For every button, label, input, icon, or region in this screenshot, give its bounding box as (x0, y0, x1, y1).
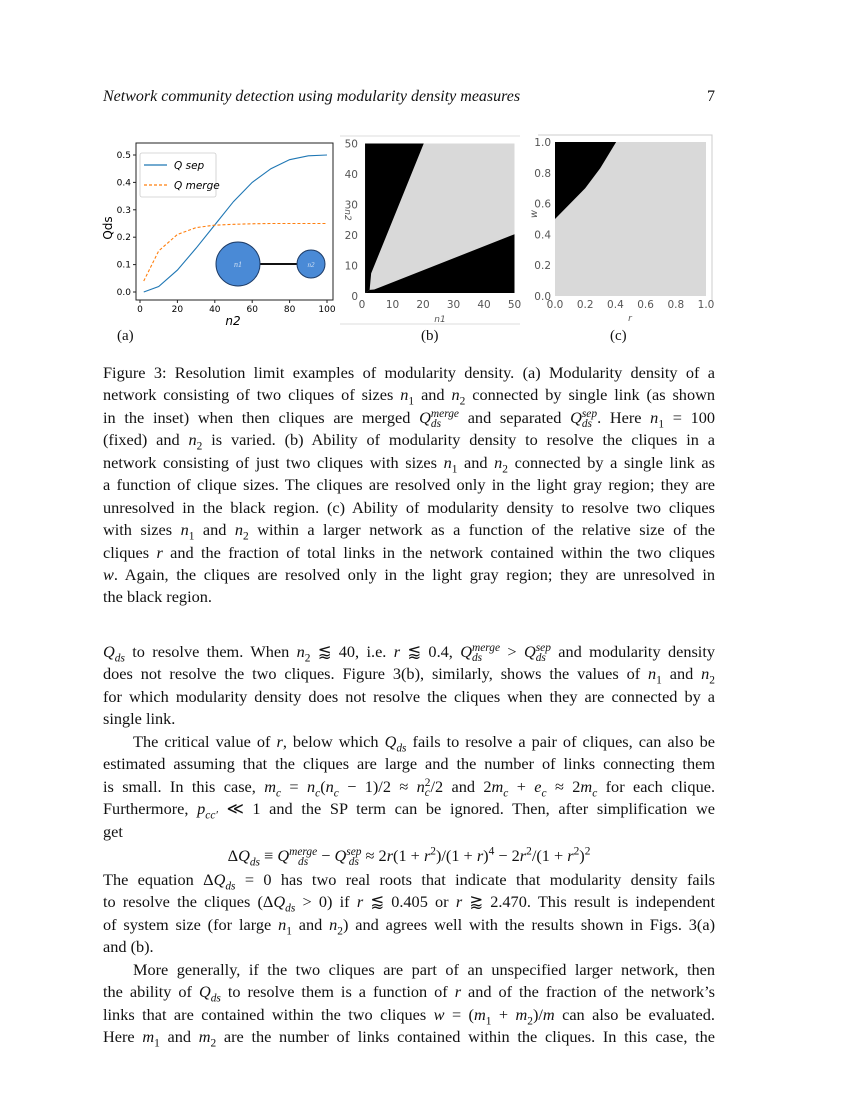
text-line: in the inset) when then cliques are merged Q ds merge and separated Q ds sep . Here $n_1 = 100$ (103, 407, 716, 431)
inset-label-n1: n1 (234, 260, 242, 269)
y-tick-label: 0 (351, 291, 358, 303)
x-tick-label: 40 (477, 299, 491, 311)
y-axis-label: n2 (342, 209, 352, 221)
x-axis-label: r (628, 314, 632, 324)
text-line: Here $m_1$ and $m_2$ are the number of links contained within the cliques. In this case, the (103, 1027, 716, 1050)
x-tick-label: 0 (137, 305, 143, 315)
text-line: network consisting of two cliques of sizes $n_1$ and $n_2$ connected by single link (as shown (103, 385, 715, 408)
text-line: The equation $\Delta Q_{ds} = 0$ has two real roots that indicate that modularity density fails (103, 869, 715, 893)
legend-label: Q sep (174, 160, 205, 172)
x-tick-label: 30 (446, 299, 461, 311)
x-tick-label: 40 (209, 305, 221, 315)
text-line: (fixed) and $n_2$ is varied. (b) Ability of modularity density to resolve the cliques in a (103, 430, 715, 453)
x-axis-label: n1 (434, 315, 446, 325)
text-line: does not resolve the two cliques. Figure 3(b), similarly, shows the values of $n_1$ and $n_2$ (103, 664, 715, 687)
y-tick-label: 0.0 (534, 291, 551, 303)
y-tick-label: 50 (344, 138, 358, 151)
text-line: to resolve the cliques $(\Delta Q_{ds} > 0)$ if r ⪅ 0.405 or r ⪆ 2.470. This result is independent (103, 892, 715, 915)
x-tick-label: 10 (385, 299, 400, 311)
text-line: the black region. (103, 587, 212, 607)
y-tick-label: 0.1 (116, 260, 131, 271)
y-tick-label: 0.4 (116, 178, 131, 189)
y-axis-label: Qds (101, 216, 115, 240)
legend-label: Q merge (174, 180, 220, 192)
equation: $\Delta Q_{ds} \equiv Q$ ds merge − Q ds sep ≈ $2r(1 + r^2)/(1 + r)^4 - 2r^2/(1 + r^2)^2$ (227, 845, 591, 869)
y-tick-label: 10 (344, 260, 358, 273)
y-tick-label: 30 (344, 199, 358, 212)
panel-label-b: (b) (421, 328, 439, 344)
text-line: a function of clique sizes. The cliques are resolved only in the light gray region; they are (103, 475, 715, 495)
text-line: single link. (103, 709, 176, 729)
text-line: w. Again, the cliques are resolved only in the light gray region; they are unresolved in (103, 564, 715, 584)
x-tick-label: 50 (507, 299, 522, 311)
x-tick-label: 60 (246, 305, 258, 315)
panel-label-c: (c) (610, 328, 627, 344)
text-line: for which modularity density does not resolve the cliques when they are connected by a (103, 686, 715, 706)
text-line: $Q_{ds}$ to resolve them. When $n_2$ ⪅ 40, i.e. r ⪅ 0.4, Q ds merge > Q ds sep and modularity density (103, 642, 715, 665)
text-line: cliques r and the fraction of total links in the network contained within the two cliques (103, 542, 716, 562)
x-tick-label: 20 (416, 299, 430, 311)
running-header: Network community detection using modularity density measures (103, 88, 521, 105)
x-axis-label: n2 (225, 314, 241, 328)
panel-label-a: (a) (117, 328, 134, 344)
y-tick-label: 1.0 (534, 137, 551, 149)
x-tick-label: 0.6 (637, 299, 654, 311)
text-line: unresolved in the black region. (c) Ability of modularity density to resolve two cliques (103, 497, 715, 517)
y-tick-label: 0.4 (534, 229, 551, 242)
text-line: More generally, if the two cliques are part of an unspecified larger network, then (133, 959, 715, 979)
y-tick-label: 0.5 (116, 151, 131, 161)
x-tick-label: 0.8 (667, 299, 685, 311)
inset-label-n2: n2 (307, 261, 315, 269)
text-line: the ability of $Q_{ds}$ to resolve them is a function of r and of the fraction of the network’s (103, 982, 715, 1005)
text-line: of system size (for large $n_1$ and $n_2$) and agrees well with the results shown in Figs. 3(a) (103, 914, 715, 938)
text-line: with sizes $n_1$ and $n_2$ within a larger network as a function of the relative size of the (103, 520, 716, 543)
y-tick-label: 0.6 (534, 198, 551, 211)
text-line: network consisting of just two cliques with sizes $n_1$ and $n_2$ connected by a single link as (103, 452, 715, 475)
x-tick-label: 20 (171, 305, 184, 315)
text-line: get (103, 821, 123, 841)
x-tick-label: 1.0 (697, 299, 715, 311)
figure-3 (0, 0, 850, 360)
text-line: and (b). (103, 937, 154, 957)
x-tick-label: 0.4 (607, 299, 624, 311)
text-line: Figure 3: Resolution limit examples of modularity density. (a) Modularity density of a (103, 363, 715, 382)
y-tick-label: 0.2 (116, 233, 131, 244)
x-tick-label: 80 (283, 305, 296, 315)
text-line: is small. In this case, $m_c = n_c(n_c - 1)/2 \approx n$ c 2 /2 and $2m_c + e_c \approx 2m_c$ for each clique. (103, 776, 716, 799)
text-line: Furthermore, $p_{cc'}$ ≪ 1 and the SP term can be ignored. Then, after simplification we (103, 799, 715, 822)
body-text (103, 641, 715, 1048)
text-line: links that are contained within the two cliques $w = (m_1 + m_2)/m$ can also be evaluated. (103, 1004, 715, 1027)
y-axis-label: w (529, 209, 540, 219)
y-tick-label: 0.2 (534, 260, 551, 273)
y-tick-label: 0.8 (534, 167, 551, 180)
y-tick-label: 0.3 (116, 205, 131, 216)
y-tick-label: 20 (344, 230, 358, 242)
text-line: The critical value of r, below which $Q_{ds}$ fails to resolve a pair of cliques, can also be (133, 731, 716, 754)
y-tick-label: 0.0 (116, 288, 131, 298)
x-tick-label: 0.0 (546, 299, 564, 311)
text-line: estimated assuming that the cliques are large and the number of links connecting them (103, 754, 715, 774)
x-tick-label: 0.2 (576, 299, 594, 311)
figure-caption (103, 362, 715, 609)
page-number: 7 (707, 88, 715, 105)
y-tick-label: 40 (344, 169, 358, 181)
x-tick-label: 100 (318, 305, 336, 315)
x-tick-label: 0 (358, 299, 366, 311)
